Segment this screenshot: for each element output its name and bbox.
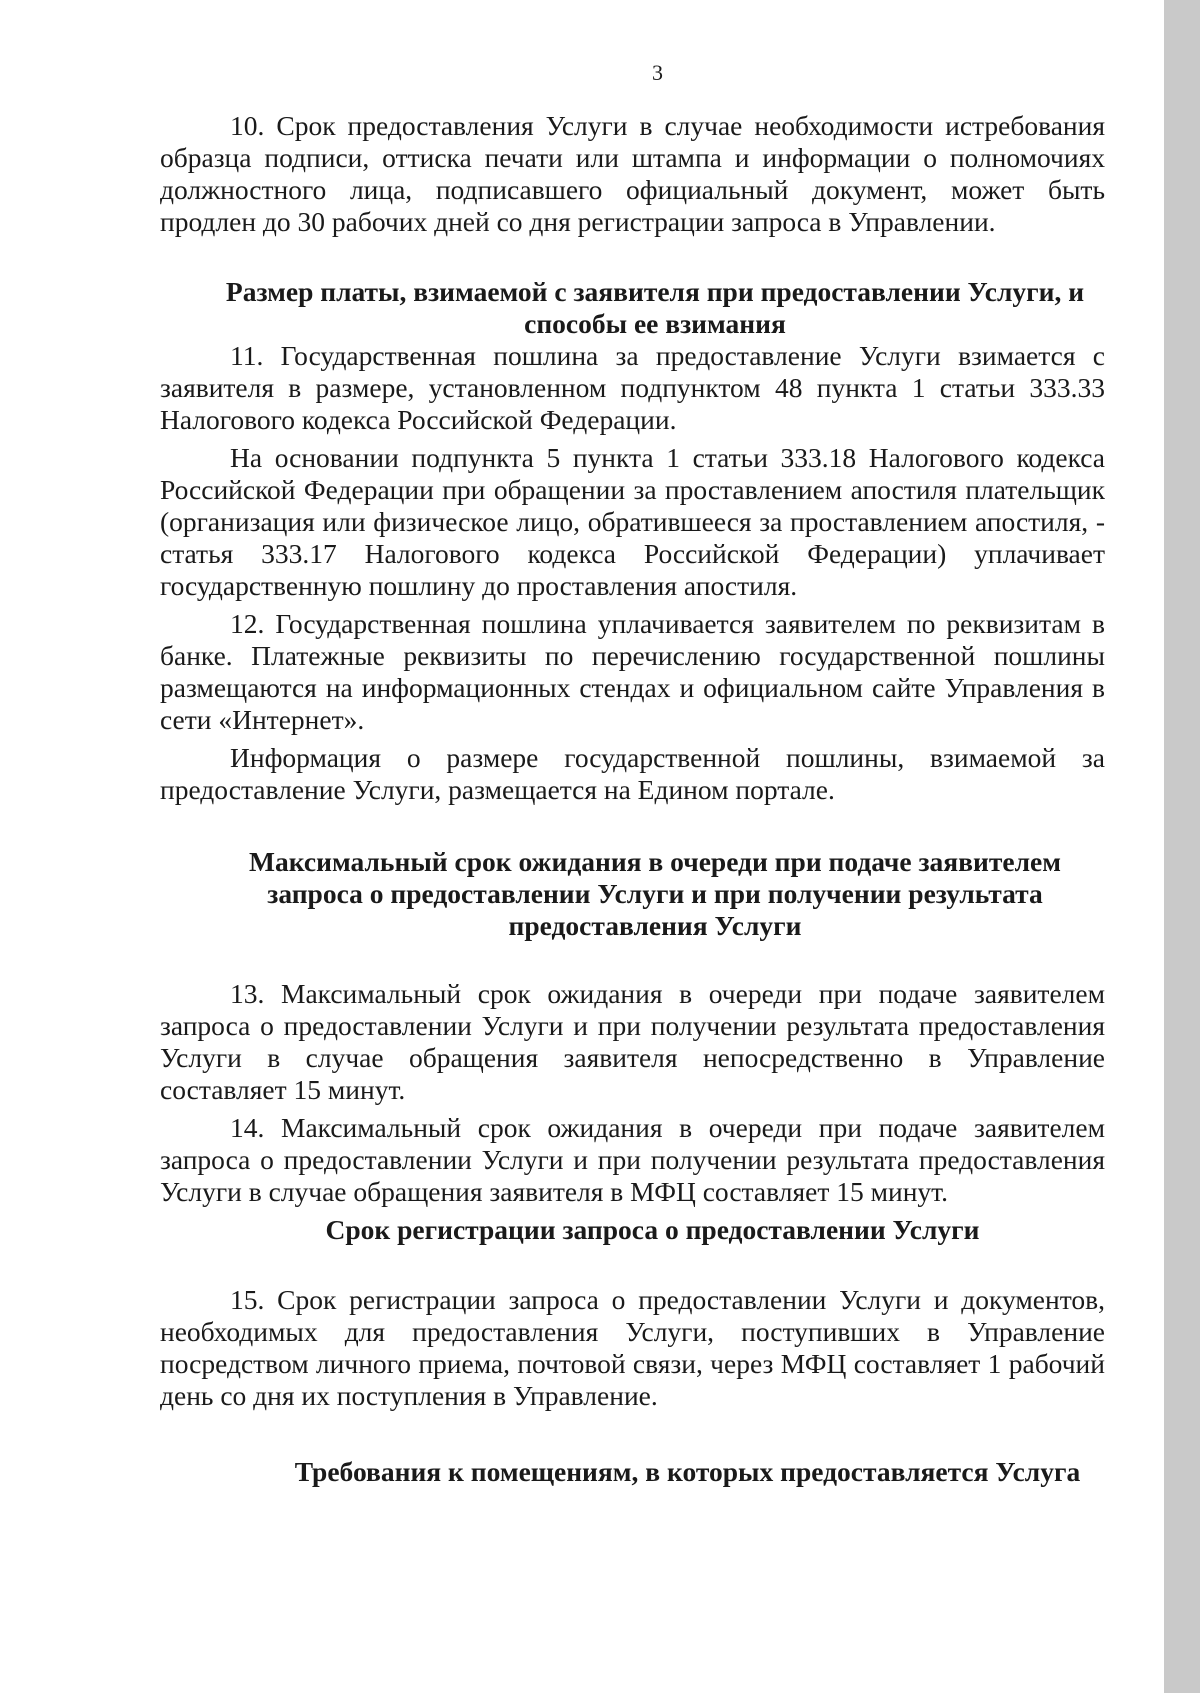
heading-waiting-time: Максимальный срок ожидания в очереди при подаче заявителем запроса о предоставлении Услуги и при получении результата предоставления Услуги <box>249 846 1061 941</box>
paragraph-11: 11. Государственная пошлина за предоставление Услуги взимается с заявителя в размере, установленном подпунктом 48 пункта 1 статьи 333.33 Налогового кодекса Российской Федерации. <box>160 340 1105 435</box>
paragraph-12-continued: Информация о размере государственной пошлины, взимаемой за предоставление Услуги, размещается на Едином портале. <box>160 742 1105 805</box>
document-page <box>160 58 1105 1488</box>
paragraph-10: 10. Срок предоставления Услуги в случае необходимости истребования образца подписи, оттиска печати или штампа и информации о полномочиях должностного лица, подписавшего официальный документ, может быть продлен до 30 рабочих дней со дня регистрации запроса в Управлении. <box>160 110 1105 237</box>
scan-edge-shadow <box>1164 0 1200 1693</box>
page-number: 3 <box>652 60 663 85</box>
paragraph-11-continued: На основании подпункта 5 пункта 1 статьи 333.18 Налогового кодекса Российской Федерации при обращении за проставлением апостиля плательщик (организация или физическое лицо, обратившееся за проставлением апостиля, - статья 333.17 Налогового кодекса Российской Федерации) уплачивает государственную пошлину до проставления апостиля. <box>160 442 1105 601</box>
heading-payment: Размер платы, взимаемой с заявителя при предоставлении Услуги, и способы ее взимания <box>225 276 1085 339</box>
heading-registration: Срок регистрации запроса о предоставлении Услуги <box>325 1214 980 1245</box>
heading-premises: Требования к помещениям, в которых предоставляется Услуга <box>294 1456 1081 1487</box>
paragraph-14: 14. Максимальный срок ожидания в очереди при подаче заявителем запроса о предоставлении Услуги и при получении результата предоставления Услуги в случае обращения заявителя в МФЦ составляет 15 минут. <box>160 1112 1105 1207</box>
paragraph-12: 12. Государственная пошлина уплачивается заявителем по реквизитам в банке. Платежные реквизиты по перечислению государственной пошлины размещаются на информационных стендах и официальном сайте Управления в сети «Интернет». <box>160 608 1105 735</box>
paragraph-13: 13. Максимальный срок ожидания в очереди при подаче заявителем запроса о предоставлении Услуги и при получении результата предоставления Услуги в случае обращения заявителя непосредственно в Управление составляет 15 минут. <box>160 978 1105 1105</box>
paragraph-15: 15. Срок регистрации запроса о предоставлении Услуги и документов, необходимых для предоставления Услуги, поступивших в Управление посредством личного приема, почтовой связи, через МФЦ составляет 1 рабочий день со дня их поступления в Управление. <box>160 1284 1105 1411</box>
